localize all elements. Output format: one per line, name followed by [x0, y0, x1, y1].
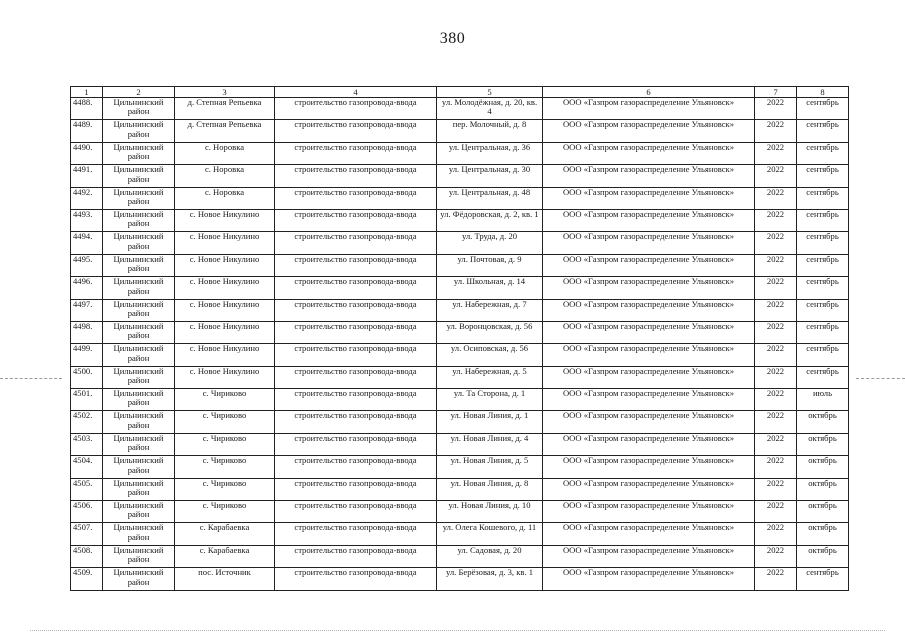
work-type-cell: строительство газопровода-ввода: [275, 433, 437, 455]
organization-cell: ООО «Газпром газораспределение Ульяновск»: [543, 411, 755, 433]
district-cell: Цильнинский район: [103, 545, 175, 567]
table-row: [71, 187, 849, 209]
organization-cell: ООО «Газпром газораспределение Ульяновск»: [543, 433, 755, 455]
work-type-cell: строительство газопровода-ввода: [275, 344, 437, 366]
month-cell: октябрь: [797, 456, 849, 478]
settlement-cell: с. Норовка: [175, 187, 275, 209]
table-row: [71, 545, 849, 567]
settlement-cell: д. Степная Репьевка: [175, 120, 275, 142]
year-cell: 2022: [755, 456, 797, 478]
district-cell: Цильнинский район: [103, 344, 175, 366]
row-number-cell: 4504.: [71, 456, 103, 478]
settlement-cell: с. Норовка: [175, 165, 275, 187]
address-cell: ул. Центральная, д. 36: [437, 142, 543, 164]
row-number-cell: 4500.: [71, 366, 103, 388]
month-cell: октябрь: [797, 411, 849, 433]
year-cell: 2022: [755, 120, 797, 142]
month-cell: сентябрь: [797, 254, 849, 276]
district-cell: Цильнинский район: [103, 277, 175, 299]
district-cell: Цильнинский район: [103, 142, 175, 164]
work-type-cell: строительство газопровода-ввода: [275, 299, 437, 321]
month-cell: сентябрь: [797, 142, 849, 164]
row-number-cell: 4492.: [71, 187, 103, 209]
gas-pipeline-registry-table: [70, 86, 849, 591]
year-cell: 2022: [755, 545, 797, 567]
district-cell: Цильнинский район: [103, 232, 175, 254]
address-cell: ул. Набережная, д. 7: [437, 299, 543, 321]
year-cell: 2022: [755, 209, 797, 231]
work-type-cell: строительство газопровода-ввода: [275, 523, 437, 545]
work-type-cell: строительство газопровода-ввода: [275, 120, 437, 142]
organization-cell: ООО «Газпром газораспределение Ульяновск»: [543, 545, 755, 567]
settlement-cell: с. Чириково: [175, 389, 275, 411]
district-cell: Цильнинский район: [103, 165, 175, 187]
row-number-cell: 4502.: [71, 411, 103, 433]
month-cell: октябрь: [797, 478, 849, 500]
column-header: 7: [755, 87, 797, 98]
settlement-cell: с. Чириково: [175, 433, 275, 455]
settlement-cell: с. Чириково: [175, 411, 275, 433]
district-cell: Цильнинский район: [103, 478, 175, 500]
row-number-cell: 4501.: [71, 389, 103, 411]
year-cell: 2022: [755, 98, 797, 120]
district-cell: Цильнинский район: [103, 523, 175, 545]
district-cell: Цильнинский район: [103, 209, 175, 231]
organization-cell: ООО «Газпром газораспределение Ульяновск»: [543, 366, 755, 388]
row-number-cell: 4490.: [71, 142, 103, 164]
table-row: [71, 389, 849, 411]
scan-artifact-bottom: [30, 630, 885, 637]
organization-cell: ООО «Газпром газораспределение Ульяновск»: [543, 321, 755, 343]
work-type-cell: строительство газопровода-ввода: [275, 478, 437, 500]
settlement-cell: с. Новое Никулино: [175, 299, 275, 321]
organization-cell: ООО «Газпром газораспределение Ульяновск»: [543, 478, 755, 500]
settlement-cell: с. Новое Никулино: [175, 209, 275, 231]
address-cell: ул. Новая Линия, д. 1: [437, 411, 543, 433]
header-row: [71, 87, 849, 98]
work-type-cell: строительство газопровода-ввода: [275, 142, 437, 164]
district-cell: Цильнинский район: [103, 389, 175, 411]
address-cell: ул. Молодёжная, д. 20, кв. 4: [437, 98, 543, 120]
month-cell: сентябрь: [797, 120, 849, 142]
row-number-cell: 4496.: [71, 277, 103, 299]
organization-cell: ООО «Газпром газораспределение Ульяновск»: [543, 344, 755, 366]
table-row: [71, 299, 849, 321]
settlement-cell: с. Чириково: [175, 501, 275, 523]
address-cell: ул. Та Сторона, д. 1: [437, 389, 543, 411]
settlement-cell: с. Чириково: [175, 478, 275, 500]
address-cell: ул. Садовая, д. 20: [437, 545, 543, 567]
address-cell: пер. Молочный, д. 8: [437, 120, 543, 142]
district-cell: Цильнинский район: [103, 501, 175, 523]
year-cell: 2022: [755, 411, 797, 433]
row-number-cell: 4507.: [71, 523, 103, 545]
table-row: [71, 433, 849, 455]
column-header: 2: [103, 87, 175, 98]
work-type-cell: строительство газопровода-ввода: [275, 254, 437, 276]
district-cell: Цильнинский район: [103, 456, 175, 478]
column-header: 5: [437, 87, 543, 98]
table-row: [71, 411, 849, 433]
settlement-cell: с. Новое Никулино: [175, 232, 275, 254]
row-number-cell: 4488.: [71, 98, 103, 120]
year-cell: 2022: [755, 478, 797, 500]
year-cell: 2022: [755, 389, 797, 411]
row-number-cell: 4508.: [71, 545, 103, 567]
row-number-cell: 4493.: [71, 209, 103, 231]
year-cell: 2022: [755, 254, 797, 276]
column-header: 3: [175, 87, 275, 98]
month-cell: сентябрь: [797, 568, 849, 590]
year-cell: 2022: [755, 165, 797, 187]
work-type-cell: строительство газопровода-ввода: [275, 321, 437, 343]
month-cell: сентябрь: [797, 321, 849, 343]
month-cell: сентябрь: [797, 232, 849, 254]
month-cell: октябрь: [797, 501, 849, 523]
work-type-cell: строительство газопровода-ввода: [275, 232, 437, 254]
row-number-cell: 4506.: [71, 501, 103, 523]
organization-cell: ООО «Газпром газораспределение Ульяновск»: [543, 568, 755, 590]
year-cell: 2022: [755, 299, 797, 321]
row-number-cell: 4509.: [71, 568, 103, 590]
year-cell: 2022: [755, 366, 797, 388]
work-type-cell: строительство газопровода-ввода: [275, 165, 437, 187]
month-cell: октябрь: [797, 523, 849, 545]
district-cell: Цильнинский район: [103, 254, 175, 276]
address-cell: ул. Школьная, д. 14: [437, 277, 543, 299]
address-cell: ул. Осиповская, д. 56: [437, 344, 543, 366]
month-cell: сентябрь: [797, 209, 849, 231]
organization-cell: ООО «Газпром газораспределение Ульяновск»: [543, 120, 755, 142]
year-cell: 2022: [755, 321, 797, 343]
settlement-cell: с. Новое Никулино: [175, 344, 275, 366]
column-header: 1: [71, 87, 103, 98]
month-cell: сентябрь: [797, 344, 849, 366]
table-row: [71, 165, 849, 187]
organization-cell: ООО «Газпром газораспределение Ульяновск»: [543, 209, 755, 231]
settlement-cell: с. Карабаевка: [175, 523, 275, 545]
settlement-cell: пос. Источник: [175, 568, 275, 590]
table-row: [71, 366, 849, 388]
month-cell: июль: [797, 389, 849, 411]
work-type-cell: строительство газопровода-ввода: [275, 187, 437, 209]
district-cell: Цильнинский район: [103, 568, 175, 590]
settlement-cell: с. Новое Никулино: [175, 254, 275, 276]
month-cell: сентябрь: [797, 98, 849, 120]
page-number: 380: [439, 30, 466, 47]
year-cell: 2022: [755, 523, 797, 545]
table-row: [71, 277, 849, 299]
district-cell: Цильнинский район: [103, 366, 175, 388]
organization-cell: ООО «Газпром газораспределение Ульяновск»: [543, 299, 755, 321]
settlement-cell: с. Норовка: [175, 142, 275, 164]
table-row: [71, 568, 849, 590]
year-cell: 2022: [755, 232, 797, 254]
district-cell: Цильнинский район: [103, 433, 175, 455]
organization-cell: ООО «Газпром газораспределение Ульяновск»: [543, 232, 755, 254]
table-row: [71, 232, 849, 254]
month-cell: октябрь: [797, 433, 849, 455]
address-cell: ул. Воронцовская, д. 56: [437, 321, 543, 343]
table-row: [71, 478, 849, 500]
table-row: [71, 120, 849, 142]
table-row: [71, 254, 849, 276]
settlement-cell: с. Новое Никулино: [175, 321, 275, 343]
month-cell: сентябрь: [797, 366, 849, 388]
address-cell: ул. Центральная, д. 30: [437, 165, 543, 187]
address-cell: ул. Фёдоровская, д. 2, кв. 1: [437, 209, 543, 231]
row-number-cell: 4489.: [71, 120, 103, 142]
work-type-cell: строительство газопровода-ввода: [275, 98, 437, 120]
month-cell: сентябрь: [797, 187, 849, 209]
settlement-cell: с. Новое Никулино: [175, 277, 275, 299]
row-number-cell: 4495.: [71, 254, 103, 276]
district-cell: Цильнинский район: [103, 299, 175, 321]
work-type-cell: строительство газопровода-ввода: [275, 366, 437, 388]
district-cell: Цильнинский район: [103, 98, 175, 120]
table-body: [71, 98, 849, 591]
row-number-cell: 4503.: [71, 433, 103, 455]
table-row: [71, 142, 849, 164]
address-cell: ул. Берёзовая, д. 3, кв. 1: [437, 568, 543, 590]
table-row: [71, 321, 849, 343]
settlement-cell: с. Карабаевка: [175, 545, 275, 567]
scan-artifact-right: [856, 378, 905, 379]
row-number-cell: 4497.: [71, 299, 103, 321]
organization-cell: ООО «Газпром газораспределение Ульяновск»: [543, 165, 755, 187]
month-cell: сентябрь: [797, 165, 849, 187]
column-header: 6: [543, 87, 755, 98]
organization-cell: ООО «Газпром газораспределение Ульяновск»: [543, 142, 755, 164]
work-type-cell: строительство газопровода-ввода: [275, 456, 437, 478]
settlement-cell: с. Новое Никулино: [175, 366, 275, 388]
table-row: [71, 344, 849, 366]
row-number-cell: 4498.: [71, 321, 103, 343]
district-cell: Цильнинский район: [103, 321, 175, 343]
address-cell: ул. Новая Линия, д. 4: [437, 433, 543, 455]
organization-cell: ООО «Газпром газораспределение Ульяновск»: [543, 187, 755, 209]
address-cell: ул. Центральная, д. 48: [437, 187, 543, 209]
year-cell: 2022: [755, 433, 797, 455]
month-cell: октябрь: [797, 545, 849, 567]
row-number-cell: 4505.: [71, 478, 103, 500]
year-cell: 2022: [755, 344, 797, 366]
year-cell: 2022: [755, 187, 797, 209]
settlement-cell: д. Степная Репьевка: [175, 98, 275, 120]
scan-artifact-left: [0, 378, 62, 379]
work-type-cell: строительство газопровода-ввода: [275, 501, 437, 523]
district-cell: Цильнинский район: [103, 411, 175, 433]
address-cell: ул. Труда, д. 20: [437, 232, 543, 254]
month-cell: сентябрь: [797, 277, 849, 299]
work-type-cell: строительство газопровода-ввода: [275, 545, 437, 567]
table-row: [71, 209, 849, 231]
row-number-cell: 4491.: [71, 165, 103, 187]
row-number-cell: 4499.: [71, 344, 103, 366]
address-cell: ул. Олега Кошевого, д. 11: [437, 523, 543, 545]
year-cell: 2022: [755, 568, 797, 590]
organization-cell: ООО «Газпром газораспределение Ульяновск»: [543, 523, 755, 545]
address-cell: ул. Новая Линия, д. 5: [437, 456, 543, 478]
address-cell: ул. Новая Линия, д. 8: [437, 478, 543, 500]
column-header: 4: [275, 87, 437, 98]
organization-cell: ООО «Газпром газораспределение Ульяновск»: [543, 277, 755, 299]
organization-cell: ООО «Газпром газораспределение Ульяновск»: [543, 254, 755, 276]
organization-cell: ООО «Газпром газораспределение Ульяновск»: [543, 456, 755, 478]
year-cell: 2022: [755, 142, 797, 164]
table-row: [71, 501, 849, 523]
work-type-cell: строительство газопровода-ввода: [275, 209, 437, 231]
row-number-cell: 4494.: [71, 232, 103, 254]
address-cell: ул. Почтовая, д. 9: [437, 254, 543, 276]
address-cell: ул. Новая Линия, д. 10: [437, 501, 543, 523]
table-row: [71, 523, 849, 545]
year-cell: 2022: [755, 277, 797, 299]
table-row: [71, 98, 849, 120]
district-cell: Цильнинский район: [103, 120, 175, 142]
year-cell: 2022: [755, 501, 797, 523]
address-cell: ул. Набережная, д. 5: [437, 366, 543, 388]
work-type-cell: строительство газопровода-ввода: [275, 277, 437, 299]
settlement-cell: с. Чириково: [175, 456, 275, 478]
work-type-cell: строительство газопровода-ввода: [275, 389, 437, 411]
work-type-cell: строительство газопровода-ввода: [275, 411, 437, 433]
organization-cell: ООО «Газпром газораспределение Ульяновск»: [543, 501, 755, 523]
district-cell: Цильнинский район: [103, 187, 175, 209]
table-row: [71, 456, 849, 478]
organization-cell: ООО «Газпром газораспределение Ульяновск»: [543, 98, 755, 120]
work-type-cell: строительство газопровода-ввода: [275, 568, 437, 590]
column-header: 8: [797, 87, 849, 98]
organization-cell: ООО «Газпром газораспределение Ульяновск»: [543, 389, 755, 411]
month-cell: сентябрь: [797, 299, 849, 321]
